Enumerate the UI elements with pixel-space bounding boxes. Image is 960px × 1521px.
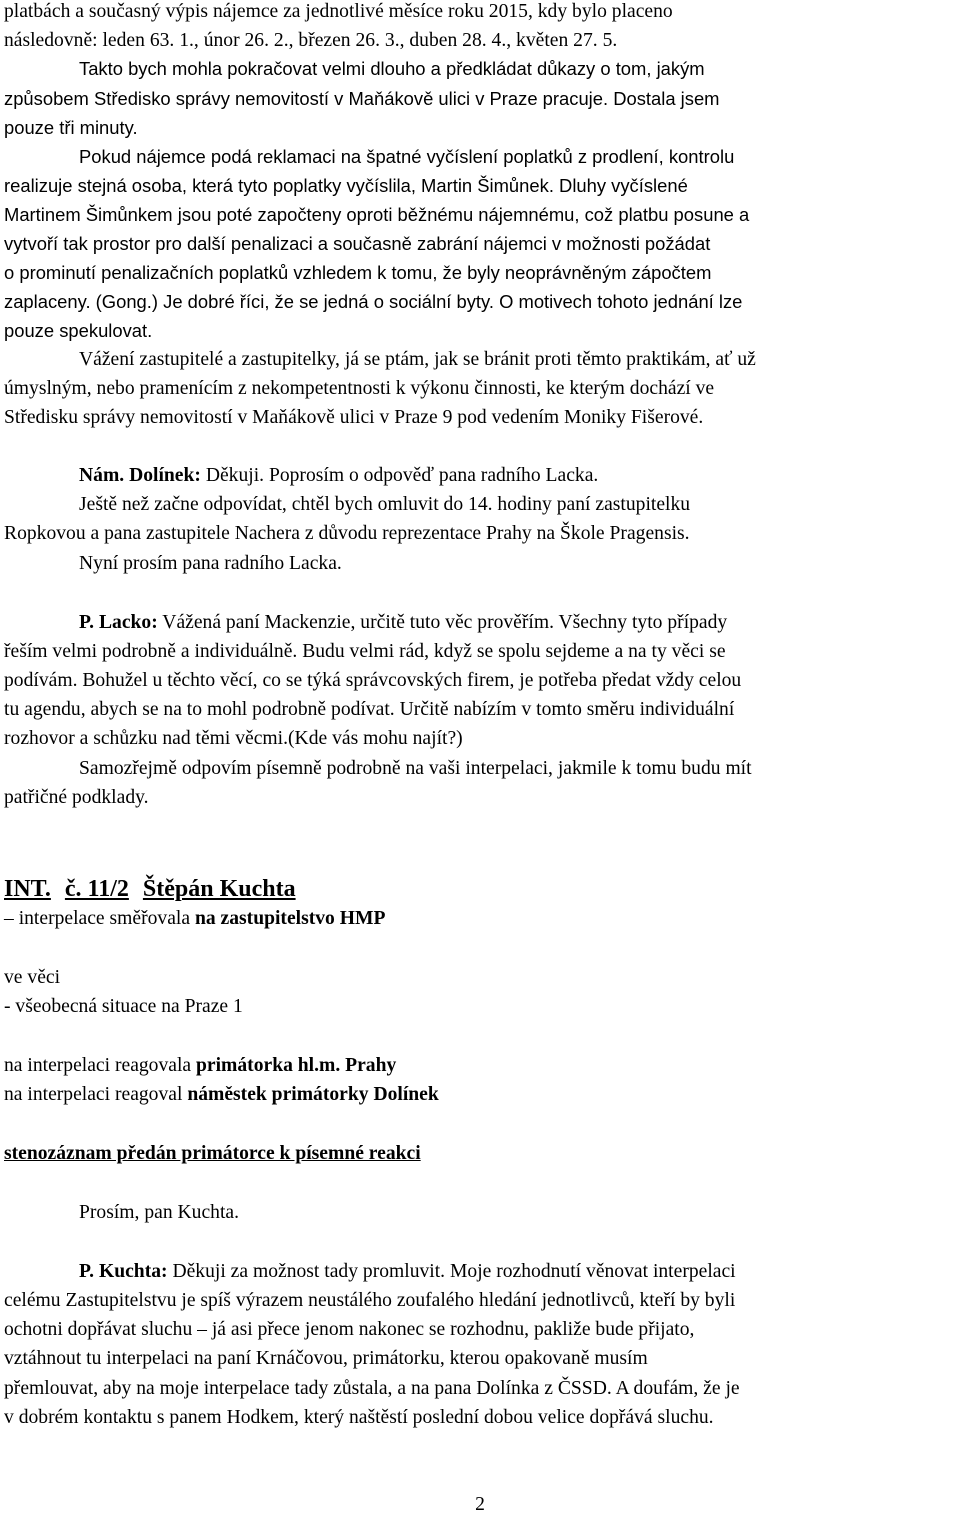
- text-line: Samozřejmě odpovím písemně podrobně na vaši interpelaci, jakmile k tomu budu mít: [79, 758, 752, 779]
- matter-item: - všeobecná situace na Praze 1: [4, 996, 243, 1017]
- text-line: pouze tři minuty.: [4, 117, 138, 138]
- matter-label: ve věci: [4, 967, 61, 988]
- page-number: 2: [475, 1494, 485, 1515]
- text-line: ochotni dopřávat sluchu – já asi přece jenom nakonec se rozhodnu, pakliže bude přijato,: [4, 1319, 695, 1340]
- lacko-line-1: [79, 611, 727, 635]
- text-line: Nyní prosím pana radního Lacka.: [79, 553, 342, 574]
- kuchta-line-1: [79, 1260, 736, 1284]
- text-line: vztáhnout tu interpelaci na paní Krnáčovou, primátorku, kterou opakovaně musím: [4, 1348, 648, 1369]
- speaker-name: P. Kuchta:: [79, 1261, 168, 1282]
- directed-line: [4, 907, 385, 931]
- text-line: následovně: leden 63. 1., únor 26. 2., březen 26. 3., duben 28. 4., květen 27. 5.: [4, 30, 618, 51]
- reaction-prefix: na interpelaci reagoval: [4, 1084, 188, 1105]
- text-line: zaplaceny. (Gong.) Je dobré říci, že se jedná o sociální byty. O motivech tohoto jednání lze: [4, 291, 743, 312]
- text-line: pouze spekulovat.: [4, 320, 153, 341]
- text-line: Středisku správy nemovitostí v Maňákově ulici v Praze 9 pod vedením Moniky Fišerové.: [4, 407, 704, 428]
- reaction-person: náměstek primátorky Dolínek: [187, 1084, 439, 1105]
- text-line: rozhovor a schůzku nad těmi věcmi.(Kde vás mohu najít?): [4, 728, 463, 749]
- reaction-person: primátorka hl.m. Prahy: [196, 1055, 397, 1076]
- dolinek-line-1: [79, 464, 598, 488]
- heading-number: č. 11/2: [64, 876, 129, 902]
- text-line: Takto bych mohla pokračovat velmi dlouho a předkládat důkazy o tom, jakým: [79, 58, 705, 79]
- text-line: řeším velmi podrobně a individuálně. Budu velmi rád, když se spolu sejdeme a na ty věci se: [4, 641, 726, 662]
- text-line: Vážení zastupitelé a zastupitelky, já se ptám, jak se bránit proti těmto praktikám, ať už: [79, 349, 756, 370]
- text-line: Pokud nájemce podá reklamaci na špatné vyčíslení poplatků z prodlení, kontrolu: [79, 146, 735, 167]
- reaction-prefix: na interpelaci reagovala: [4, 1055, 197, 1076]
- interpellation-heading: [4, 874, 296, 904]
- text-line: celému Zastupitelstvu je spíš výrazem neustálého zoufalého hledání jednotlivců, kteří by byli: [4, 1290, 736, 1311]
- text-line: vytvoří tak prostor pro další penalizaci a současně zabrání nájemci v možnosti požádat: [4, 233, 711, 254]
- speech-text: Vážená paní Mackenzie, určitě tuto věc prověřím. Všechny tyto případy: [157, 612, 728, 633]
- text-line: přemlouvat, aby na moje interpelace tady zůstala, a na pana Dolínka z ČSSD. A doufám, že je: [4, 1378, 740, 1399]
- text-line: patřičné podklady.: [4, 787, 149, 808]
- directed-target: na zastupitelstvo HMP: [194, 908, 386, 929]
- text-line: úmyslným, nebo pramenícím z nekompetentnosti k výkonu činnosti, ke kterým dochází ve: [4, 378, 715, 399]
- directed-prefix: – interpelace směřovala: [4, 908, 195, 929]
- text-line: Ještě než začne odpovídat, chtěl bych omluvit do 14. hodiny paní zastupitelku: [79, 494, 691, 515]
- heading-int: INT.: [4, 876, 51, 902]
- chair-please: Prosím, pan Kuchta.: [79, 1202, 239, 1223]
- text-line: tu agendu, abych se na to mohl podrobně podívat. Určitě nabízím v tomto směru individuální: [4, 699, 735, 720]
- text-line: o prominutí penalizačních poplatků vzhledem k tomu, že byly neoprávněným zápočtem: [4, 262, 712, 283]
- speech-text: Děkuji. Poprosím o odpověď pana radního Lacka.: [200, 465, 599, 486]
- text-line: způsobem Středisko správy nemovitostí v Maňákově ulici v Praze pracuje. Dostala jsem: [4, 88, 720, 109]
- reaction-line-1: [4, 1054, 396, 1078]
- text-line: Ropkovou a pana zastupitele Nachera z důvodu reprezentace Prahy na Škole Pragensis.: [4, 523, 690, 544]
- text-line: podívám. Bohužel u těchto věcí, co se týká správcovských firem, je potřeba předat vždy celou: [4, 670, 742, 691]
- speaker-name: Nám. Dolínek:: [79, 465, 201, 486]
- stenozaznam-note: stenozáznam předán primátorce k písemné reakci: [4, 1143, 421, 1164]
- reaction-line-2: [4, 1083, 439, 1107]
- heading-name: Štěpán Kuchta: [142, 876, 296, 902]
- text-line: Martinem Šimůnkem jsou poté započteny oproti běžnému nájemnému, což platbu posune a: [4, 204, 750, 225]
- text-line: platbách a současný výpis nájemce za jednotlivé měsíce roku 2015, kdy bylo placeno: [4, 1, 673, 22]
- speech-text: Děkuji za možnost tady promluvit. Moje rozhodnutí věnovat interpelaci: [167, 1261, 736, 1282]
- text-line: v dobrém kontaktu s panem Hodkem, který naštěstí poslední dobou velice dopřává sluchu.: [4, 1407, 714, 1428]
- speaker-name: P. Lacko:: [79, 612, 158, 633]
- text-line: realizuje stejná osoba, která tyto poplatky vyčíslila, Martin Šimůnek. Dluhy vyčíslené: [4, 175, 688, 196]
